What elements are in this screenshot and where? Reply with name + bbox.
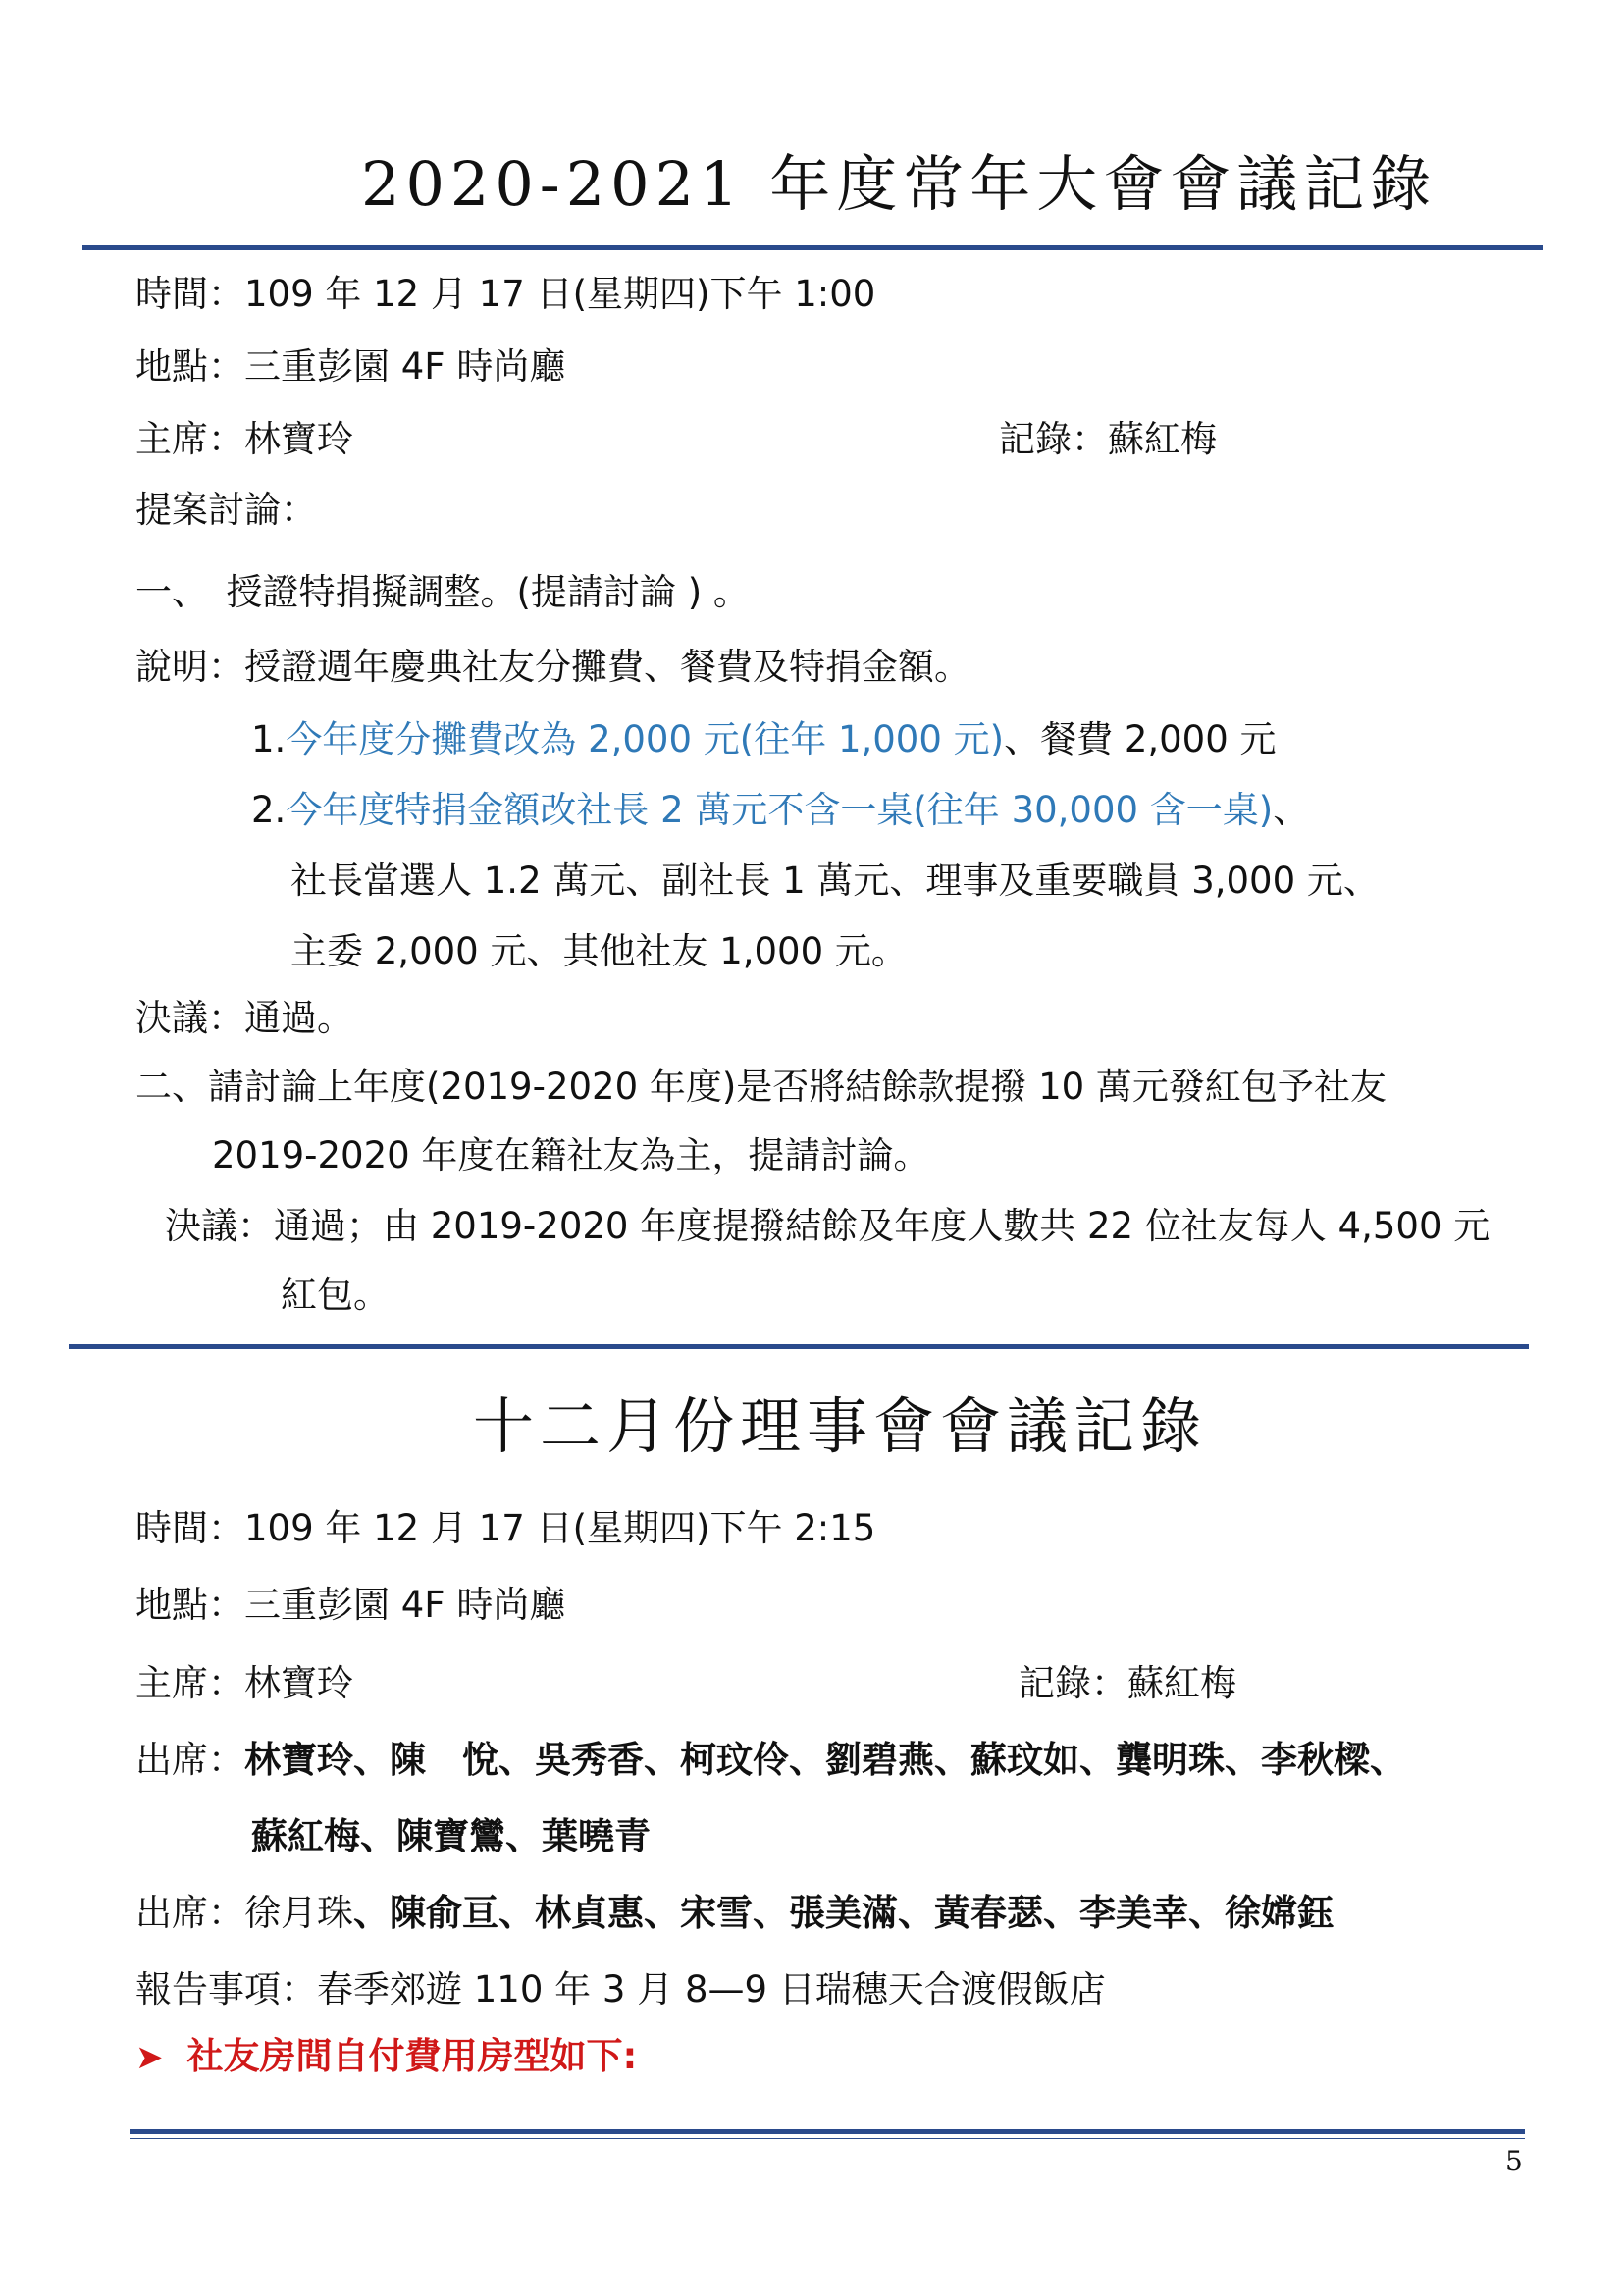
meeting2-time: 時間：109 年 12 月 17 日(星期四)下午 2:15 [135, 1507, 876, 1549]
item1-point2-line2: 社長當選人 1.2 萬元、副社長 1 萬元、理事及重要職員 3,000 元、 [290, 860, 1380, 902]
item2-line1: 二、請討論上年度(2019-2020 年度)是否將結餘款提撥 10 萬元發紅包予社友 [135, 1066, 1387, 1108]
meeting1-time: 時間：109 年 12 月 17 日(星期四)下午 1:00 [135, 273, 876, 315]
meeting1-discussion-heading: 提案討論： [135, 489, 317, 531]
meeting2-title: 十二月份理事會會議記錄 [473, 1390, 1208, 1462]
attendance-names-continued: 蘇紅梅、陳寶鸞、葉曉青 [251, 1815, 651, 1857]
item1-description: 說明：授證週年慶典社友分攤費、餐費及特捐金額。 [135, 646, 970, 688]
bullet-item [135, 2033, 637, 2081]
footer-rule [130, 2129, 1525, 2134]
meeting1-chair: 主席：林寶玲 [135, 418, 353, 460]
item1-point1-highlight: 今年度分攤費改為 2,000 元(往年 1,000 元) [286, 718, 1005, 760]
item1-point1-number: 1. [251, 718, 287, 760]
attendance-row-1 [135, 1737, 1406, 1784]
item1-point2-line3: 主委 2,000 元、其他社友 1,000 元。 [290, 930, 908, 972]
meeting2-chair: 主席：林寶玲 [135, 1662, 353, 1704]
item1-point2-number: 2. [251, 789, 287, 831]
page-number: 5 [1505, 2145, 1523, 2177]
meeting2-recorder: 記錄：蘇紅梅 [1019, 1662, 1236, 1704]
item1-resolution: 決議：通過。 [135, 997, 353, 1039]
bullet-text: 社友房間自付費用房型如下: [186, 2035, 638, 2077]
report-items: 報告事項：春季郊遊 110 年 3 月 8—9 日瑞穗天合渡假飯店 [135, 1968, 1106, 2010]
item1-point2-rest: 、 [1273, 789, 1310, 831]
item1-point1-rest: 、餐費 2,000 元 [1004, 718, 1277, 760]
meeting2-place: 地點：三重彭園 4F 時尚廳 [135, 1584, 566, 1626]
arrow-bullet-icon: ➤ [135, 2038, 164, 2077]
title-underline-1 [82, 245, 1543, 250]
section-divider [69, 1344, 1529, 1349]
item1-title: 一、 授證特捐擬調整。(提請討論 ) 。 [135, 571, 750, 613]
attendance-label: 出席： [135, 1739, 244, 1781]
item2-resolution-line1: 決議：通過；由 2019-2020 年度提撥結餘及年度人數共 22 位社友每人 4,500 元 [165, 1205, 1491, 1247]
attendance-2-names: 、陳俞亘、林貞惠、宋雪、張美滿、黃春瑟、李美幸、徐嫦鈺 [353, 1892, 1334, 1934]
item1-point2-highlight: 今年度特捐金額改社長 2 萬元不含一桌(往年 30,000 含一桌) [286, 789, 1274, 831]
attendance-2-label: 出席：徐月珠 [135, 1892, 353, 1934]
item2-line2: 2019-2020 年度在籍社友為主，提請討論。 [212, 1134, 930, 1176]
attendance-names: 林寶玲、陳 悅、吳秀香、柯玟伶、劉碧燕、蘇玟如、龔明珠、李秋樑、 [244, 1739, 1406, 1781]
meeting1-title: 2020-2021 年度常年大會會議記錄 [361, 148, 1438, 220]
item1-point1 [251, 716, 1277, 763]
item2-resolution-line2: 紅包。 [281, 1274, 390, 1316]
meeting1-recorder: 記錄：蘇紅梅 [999, 418, 1217, 460]
attendance-row-2 [135, 1890, 1334, 1937]
meeting1-place: 地點：三重彭園 4F 時尚廳 [135, 345, 566, 388]
item1-point2 [251, 787, 1309, 834]
